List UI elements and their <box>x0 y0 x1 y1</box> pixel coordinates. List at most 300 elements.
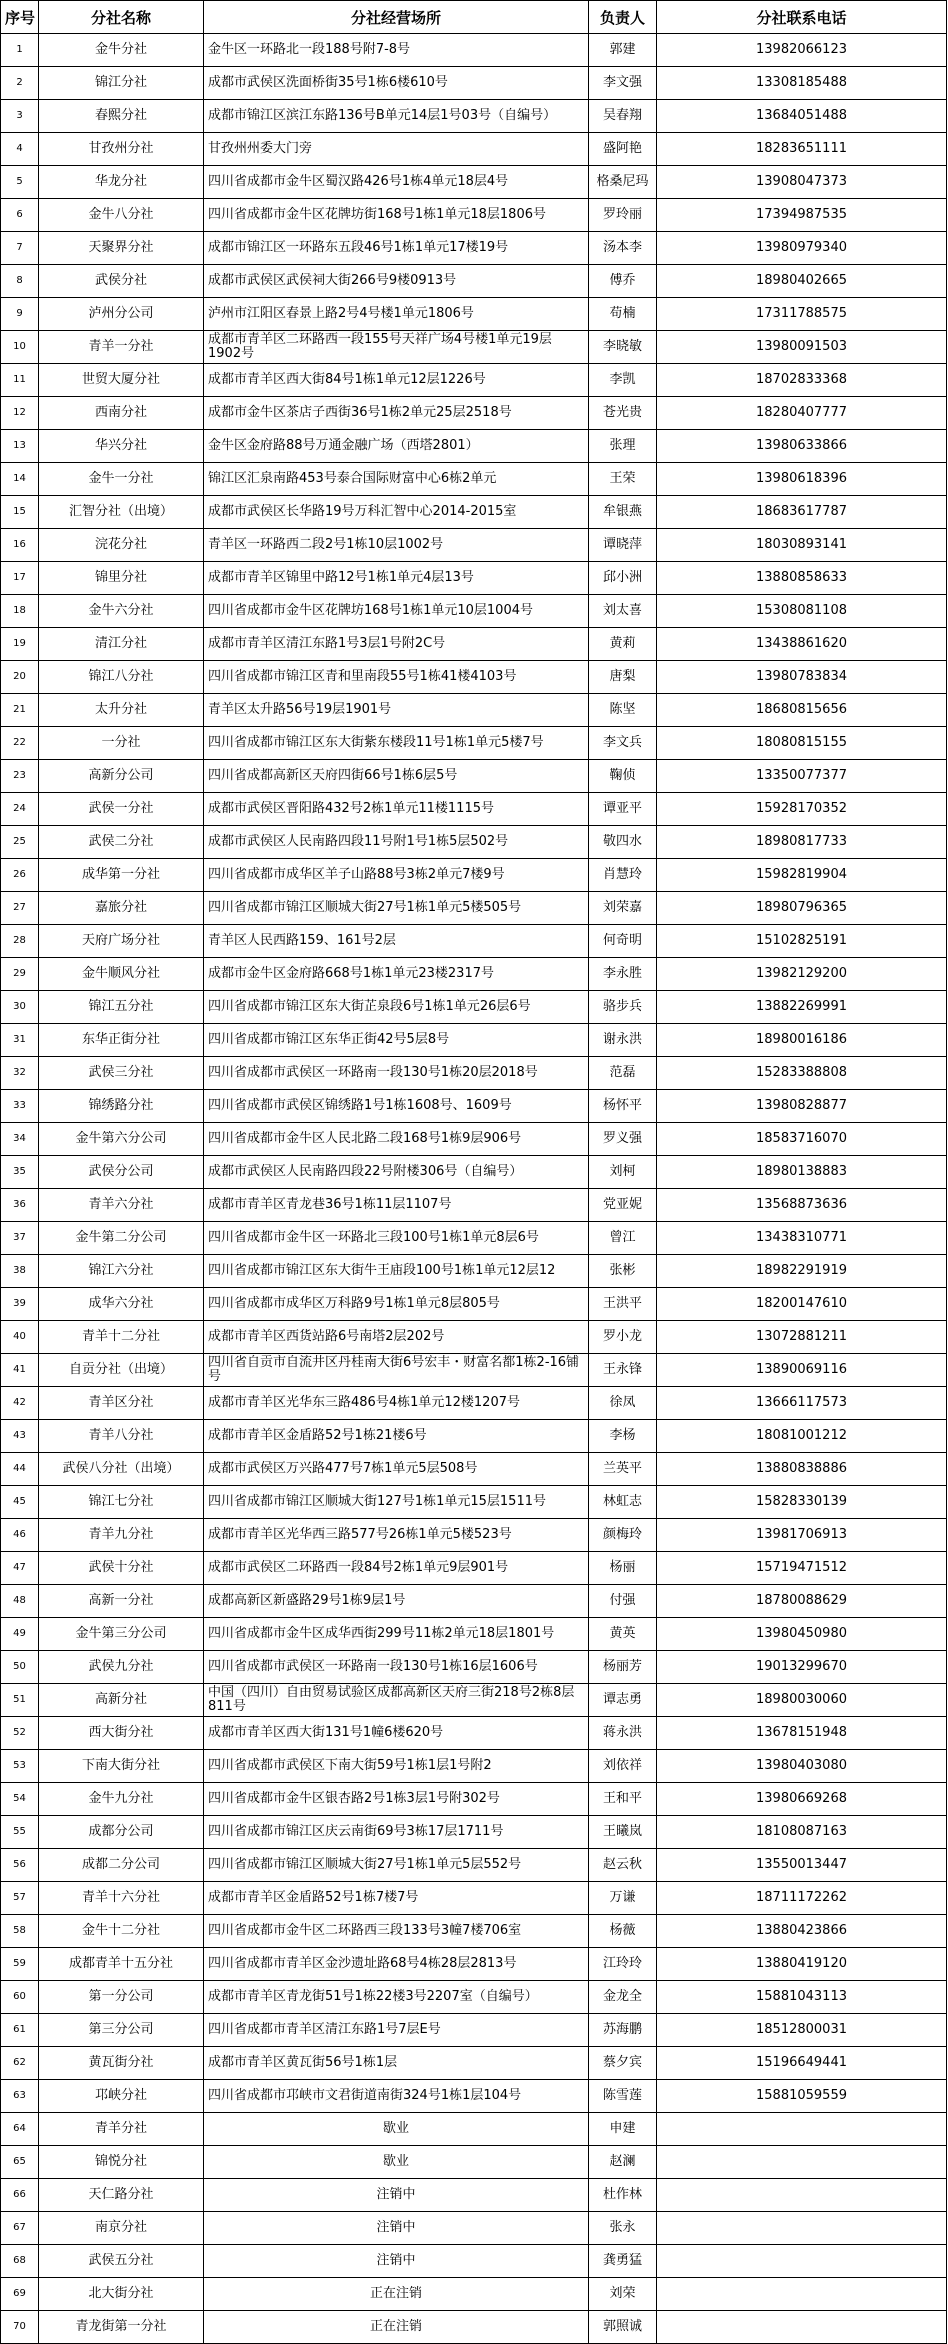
branch-manager: 盛阿艳 <box>589 133 657 166</box>
branch-name: 高新分公司 <box>39 760 204 793</box>
row-number: 21 <box>1 694 39 727</box>
branch-manager: 王和平 <box>589 1783 657 1816</box>
branch-name: 武侯三分社 <box>39 1057 204 1090</box>
branch-phone: 13980783834 <box>657 661 947 694</box>
branch-manager: 王永锋 <box>589 1354 657 1387</box>
table-row <box>1 2113 947 2146</box>
branch-address: 四川省成都市金牛区蜀汉路426号1栋4单元18层4号 <box>204 166 589 199</box>
branch-name: 天仁路分社 <box>39 2179 204 2212</box>
branch-manager: 刘依祥 <box>589 1750 657 1783</box>
branch-name: 金牛八分社 <box>39 199 204 232</box>
branch-phone: 18108087163 <box>657 1816 947 1849</box>
row-number: 14 <box>1 463 39 496</box>
table-row <box>1 2179 947 2212</box>
branch-address: 成都市青羊区金盾路52号1栋7楼7号 <box>204 1882 589 1915</box>
branch-manager: 蔡夕宾 <box>589 2047 657 2080</box>
branch-manager: 金龙全 <box>589 1981 657 2014</box>
branch-address: 四川省成都市武侯区锦绣路1号1栋1608号、1609号 <box>204 1090 589 1123</box>
branch-manager: 杨丽 <box>589 1552 657 1585</box>
branch-phone: 13568873636 <box>657 1189 947 1222</box>
table-row <box>1 1816 947 1849</box>
branch-manager: 罗玲丽 <box>589 199 657 232</box>
table-row <box>1 34 947 67</box>
row-number: 34 <box>1 1123 39 1156</box>
row-number: 5 <box>1 166 39 199</box>
branch-address: 四川省成都市成华区羊子山路88号3栋2单元7楼9号 <box>204 859 589 892</box>
branch-manager: 杨怀平 <box>589 1090 657 1123</box>
table-row <box>1 1618 947 1651</box>
branch-address: 四川省成都市锦江区东大街芷泉段6号1栋1单元26层6号 <box>204 991 589 1024</box>
table-row <box>1 529 947 562</box>
branch-name: 青羊十二分社 <box>39 1321 204 1354</box>
row-number: 51 <box>1 1684 39 1717</box>
branch-address: 四川省成都市武侯区下南大街59号1栋1层1号附2 <box>204 1750 589 1783</box>
branch-phone: 18980796365 <box>657 892 947 925</box>
table-row <box>1 1981 947 2014</box>
branch-phone: 15828330139 <box>657 1486 947 1519</box>
row-number: 56 <box>1 1849 39 1882</box>
branch-address: 四川省成都市青羊区金沙遗址路68号4栋28层2813号 <box>204 1948 589 1981</box>
branch-phone <box>657 2278 947 2311</box>
branch-name: 金牛第六分公司 <box>39 1123 204 1156</box>
row-number: 52 <box>1 1717 39 1750</box>
table-row <box>1 826 947 859</box>
branch-address: 四川省自贡市自流井区丹桂南大街6号宏丰・财富名都1栋2-16铺号 <box>204 1354 589 1387</box>
table-row <box>1 2245 947 2278</box>
branch-name: 清江分社 <box>39 628 204 661</box>
branch-phone: 13438861620 <box>657 628 947 661</box>
branch-phone: 18711172262 <box>657 1882 947 1915</box>
branch-name: 成都分公司 <box>39 1816 204 1849</box>
table-row <box>1 232 947 265</box>
branch-manager: 谭志勇 <box>589 1684 657 1717</box>
row-number: 31 <box>1 1024 39 1057</box>
branch-address: 金牛区金府路88号万通金融广场（西塔2801） <box>204 430 589 463</box>
branch-manager: 格桑尼玛 <box>589 166 657 199</box>
branch-manager: 李永胜 <box>589 958 657 991</box>
branch-phone: 15308081108 <box>657 595 947 628</box>
branch-name: 邛峡分社 <box>39 2080 204 2113</box>
row-number: 36 <box>1 1189 39 1222</box>
header-no: 序号 <box>1 1 39 34</box>
branch-phone: 13908047373 <box>657 166 947 199</box>
branch-phone: 18081001212 <box>657 1420 947 1453</box>
table-row <box>1 1090 947 1123</box>
branch-name: 锦里分社 <box>39 562 204 595</box>
row-number: 44 <box>1 1453 39 1486</box>
table-row <box>1 1486 947 1519</box>
branch-address: 四川省成都市金牛区二环路西三段133号3幢7楼706室 <box>204 1915 589 1948</box>
branch-name: 青羊八分社 <box>39 1420 204 1453</box>
branch-address: 四川省成都市金牛区花牌坊168号1栋1单元10层1004号 <box>204 595 589 628</box>
branch-address: 四川省成都市成华区万科路9号1栋1单元8层805号 <box>204 1288 589 1321</box>
branch-phone: 13980669268 <box>657 1783 947 1816</box>
row-number: 41 <box>1 1354 39 1387</box>
branch-manager: 王荣 <box>589 463 657 496</box>
branch-name: 一分社 <box>39 727 204 760</box>
branch-address: 成都市武侯区二环路西一段84号2栋1单元9层901号 <box>204 1552 589 1585</box>
table-row <box>1 2278 947 2311</box>
branch-address: 成都市青羊区二环路西一段155号天祥广场4号楼1单元19层1902号 <box>204 331 589 364</box>
row-number: 7 <box>1 232 39 265</box>
branch-name: 自贡分社（出境） <box>39 1354 204 1387</box>
row-number: 26 <box>1 859 39 892</box>
branch-manager: 张永 <box>589 2212 657 2245</box>
row-number: 6 <box>1 199 39 232</box>
table-row <box>1 727 947 760</box>
branch-address: 四川省成都高新区天府四街66号1栋6层5号 <box>204 760 589 793</box>
branch-manager: 郭照诚 <box>589 2311 657 2344</box>
table-body <box>1 34 947 2344</box>
branch-manager: 王曦岚 <box>589 1816 657 1849</box>
branch-name: 锦江五分社 <box>39 991 204 1024</box>
branch-name: 武侯分社 <box>39 265 204 298</box>
table-row <box>1 397 947 430</box>
table-row <box>1 859 947 892</box>
branch-manager: 苟楠 <box>589 298 657 331</box>
row-number: 64 <box>1 2113 39 2146</box>
row-number: 22 <box>1 727 39 760</box>
row-number: 15 <box>1 496 39 529</box>
table-row <box>1 2047 947 2080</box>
branch-manager: 杜作林 <box>589 2179 657 2212</box>
row-number: 29 <box>1 958 39 991</box>
branch-manager: 骆步兵 <box>589 991 657 1024</box>
branch-address: 四川省成都市锦江区东大街紫东楼段11号1栋1单元5楼7号 <box>204 727 589 760</box>
branch-name: 青羊六分社 <box>39 1189 204 1222</box>
branch-phone: 15881043113 <box>657 1981 947 2014</box>
table-row <box>1 265 947 298</box>
branch-name: 天聚界分社 <box>39 232 204 265</box>
branch-phone: 13980633866 <box>657 430 947 463</box>
branch-name: 武侯九分社 <box>39 1651 204 1684</box>
row-number: 60 <box>1 1981 39 2014</box>
branch-manager: 郭建 <box>589 34 657 67</box>
branch-name: 青龙街第一分社 <box>39 2311 204 2344</box>
branch-phone: 13308185488 <box>657 67 947 100</box>
branch-address: 四川省成都市锦江区顺城大街27号1栋1单元5楼505号 <box>204 892 589 925</box>
row-number: 28 <box>1 925 39 958</box>
branch-name: 金牛十二分社 <box>39 1915 204 1948</box>
branch-manager: 鞠侦 <box>589 760 657 793</box>
branch-phone: 15196649441 <box>657 2047 947 2080</box>
branch-phone <box>657 2311 947 2344</box>
table-row <box>1 793 947 826</box>
row-number: 23 <box>1 760 39 793</box>
row-number: 66 <box>1 2179 39 2212</box>
table-row <box>1 958 947 991</box>
table-row <box>1 1156 947 1189</box>
branch-name: 武侯八分社（出境） <box>39 1453 204 1486</box>
branch-phone: 18982291919 <box>657 1255 947 1288</box>
branch-address: 四川省成都市锦江区顺城大街127号1栋1单元15层1511号 <box>204 1486 589 1519</box>
table-row <box>1 430 947 463</box>
branch-manager: 谭亚平 <box>589 793 657 826</box>
branch-name: 金牛六分社 <box>39 595 204 628</box>
branch-phone: 13880858633 <box>657 562 947 595</box>
branch-address: 正在注销 <box>204 2278 589 2311</box>
branch-phone: 18200147610 <box>657 1288 947 1321</box>
row-number: 57 <box>1 1882 39 1915</box>
branch-phone: 18680815656 <box>657 694 947 727</box>
row-number: 70 <box>1 2311 39 2344</box>
branch-address: 甘孜州州委大门旁 <box>204 133 589 166</box>
branch-name: 春熙分社 <box>39 100 204 133</box>
branch-name: 太升分社 <box>39 694 204 727</box>
branch-address: 四川省成都市青羊区清江东路1号7层E号 <box>204 2014 589 2047</box>
branch-phone: 13980979340 <box>657 232 947 265</box>
branch-address: 歇业 <box>204 2146 589 2179</box>
branch-phone: 13980403080 <box>657 1750 947 1783</box>
branch-phone: 13980091503 <box>657 331 947 364</box>
row-number: 55 <box>1 1816 39 1849</box>
branch-manager: 肖慧玲 <box>589 859 657 892</box>
branch-name: 华龙分社 <box>39 166 204 199</box>
row-number: 2 <box>1 67 39 100</box>
branch-address: 成都市金牛区茶店子西街36号1栋2单元25层2518号 <box>204 397 589 430</box>
branch-phone: 13880423866 <box>657 1915 947 1948</box>
branch-phone: 13678151948 <box>657 1717 947 1750</box>
branch-name: 锦江七分社 <box>39 1486 204 1519</box>
row-number: 16 <box>1 529 39 562</box>
table-row <box>1 595 947 628</box>
branch-phone: 18980138883 <box>657 1156 947 1189</box>
branch-name: 高新分社 <box>39 1684 204 1717</box>
branch-manager: 李文强 <box>589 67 657 100</box>
branch-address: 成都市青羊区黄瓦街56号1栋1层 <box>204 2047 589 2080</box>
branch-address: 成都市青羊区西货站路6号南塔2层202号 <box>204 1321 589 1354</box>
table-row <box>1 1189 947 1222</box>
branch-phone: 19013299670 <box>657 1651 947 1684</box>
branch-manager: 陈雪莲 <box>589 2080 657 2113</box>
branch-name: 高新一分社 <box>39 1585 204 1618</box>
branch-name: 第一分公司 <box>39 1981 204 2014</box>
row-number: 63 <box>1 2080 39 2113</box>
branch-phone: 13072881211 <box>657 1321 947 1354</box>
table-row <box>1 892 947 925</box>
branch-phone <box>657 2113 947 2146</box>
branch-phone: 18280407777 <box>657 397 947 430</box>
branch-name: 金牛顺风分社 <box>39 958 204 991</box>
branch-phone: 18702833368 <box>657 364 947 397</box>
branch-address: 锦江区汇泉南路453号泰合国际财富中心6栋2单元 <box>204 463 589 496</box>
table-row <box>1 1684 947 1717</box>
header-person: 负责人 <box>589 1 657 34</box>
row-number: 3 <box>1 100 39 133</box>
branch-phone: 13550013447 <box>657 1849 947 1882</box>
row-number: 58 <box>1 1915 39 1948</box>
branch-address: 成都市青羊区西大街131号1幢6楼620号 <box>204 1717 589 1750</box>
branch-phone: 18780088629 <box>657 1585 947 1618</box>
branch-name: 青羊分社 <box>39 2113 204 2146</box>
row-number: 4 <box>1 133 39 166</box>
branch-address: 成都市青羊区青龙巷36号1栋11层1107号 <box>204 1189 589 1222</box>
table-row <box>1 1420 947 1453</box>
branch-name: 武侯一分社 <box>39 793 204 826</box>
table-row <box>1 463 947 496</box>
branch-phone: 18583716070 <box>657 1123 947 1156</box>
branch-phone <box>657 2245 947 2278</box>
branch-phone <box>657 2212 947 2245</box>
table-row <box>1 199 947 232</box>
branch-manager: 付强 <box>589 1585 657 1618</box>
branch-manager: 党亚妮 <box>589 1189 657 1222</box>
branch-phone: 13438310771 <box>657 1222 947 1255</box>
branch-address: 成都市金牛区金府路668号1栋1单元23楼2317号 <box>204 958 589 991</box>
row-number: 65 <box>1 2146 39 2179</box>
table-row <box>1 991 947 1024</box>
table-row <box>1 331 947 364</box>
branch-address: 四川省成都市金牛区花牌坊街168号1栋1单元18层1806号 <box>204 199 589 232</box>
branch-phone: 13981706913 <box>657 1519 947 1552</box>
branch-address: 青羊区太升路56号19层1901号 <box>204 694 589 727</box>
row-number: 39 <box>1 1288 39 1321</box>
branch-manager: 黄莉 <box>589 628 657 661</box>
branch-manager: 谢永洪 <box>589 1024 657 1057</box>
branch-phone: 13666117573 <box>657 1387 947 1420</box>
branch-address: 注销中 <box>204 2212 589 2245</box>
branch-manager: 江玲玲 <box>589 1948 657 1981</box>
table-row <box>1 2014 947 2047</box>
row-number: 1 <box>1 34 39 67</box>
row-number: 8 <box>1 265 39 298</box>
branch-name: 西南分社 <box>39 397 204 430</box>
branch-address: 四川省成都市锦江区青和里南段55号1栋41楼4103号 <box>204 661 589 694</box>
branch-name: 金牛第三分公司 <box>39 1618 204 1651</box>
table-row <box>1 1552 947 1585</box>
branch-name: 武侯十分社 <box>39 1552 204 1585</box>
branch-phone: 18512800031 <box>657 2014 947 2047</box>
table-row <box>1 496 947 529</box>
branch-manager: 刘太喜 <box>589 595 657 628</box>
table-row <box>1 1387 947 1420</box>
row-number: 13 <box>1 430 39 463</box>
branch-name: 成华第一分社 <box>39 859 204 892</box>
row-number: 59 <box>1 1948 39 1981</box>
branch-manager: 颜梅玲 <box>589 1519 657 1552</box>
branch-name: 成都二分公司 <box>39 1849 204 1882</box>
branch-phone: 13980828877 <box>657 1090 947 1123</box>
branch-manager: 刘柯 <box>589 1156 657 1189</box>
branch-manager: 范磊 <box>589 1057 657 1090</box>
row-number: 24 <box>1 793 39 826</box>
branch-manager: 罗义强 <box>589 1123 657 1156</box>
branch-address: 四川省成都市锦江区庆云南街69号3栋17层1711号 <box>204 1816 589 1849</box>
branch-address: 成都市青羊区光华东三路486号4栋1单元12楼1207号 <box>204 1387 589 1420</box>
row-number: 30 <box>1 991 39 1024</box>
branch-phone: 13980450980 <box>657 1618 947 1651</box>
branch-address: 中国（四川）自由贸易试验区成都高新区天府三街218号2栋8层811号 <box>204 1684 589 1717</box>
branch-manager: 罗小龙 <box>589 1321 657 1354</box>
table-row <box>1 1024 947 1057</box>
row-number: 45 <box>1 1486 39 1519</box>
branch-manager: 刘荣 <box>589 2278 657 2311</box>
branch-manager: 林虹志 <box>589 1486 657 1519</box>
row-number: 19 <box>1 628 39 661</box>
branch-address: 四川省成都市金牛区一环路北三段100号1栋1单元8层6号 <box>204 1222 589 1255</box>
row-number: 47 <box>1 1552 39 1585</box>
branch-name: 金牛第二分公司 <box>39 1222 204 1255</box>
branch-address: 四川省成都市武侯区一环路南一段130号1栋16层1606号 <box>204 1651 589 1684</box>
branch-name: 锦江六分社 <box>39 1255 204 1288</box>
branch-manager: 杨薇 <box>589 1915 657 1948</box>
header-name: 分社名称 <box>39 1 204 34</box>
branch-manager: 王洪平 <box>589 1288 657 1321</box>
branch-manager: 唐梨 <box>589 661 657 694</box>
table-row <box>1 1123 947 1156</box>
branch-phone: 18080815155 <box>657 727 947 760</box>
branch-name: 嘉旅分社 <box>39 892 204 925</box>
table-row <box>1 1255 947 1288</box>
row-number: 68 <box>1 2245 39 2278</box>
branch-manager: 龚勇猛 <box>589 2245 657 2278</box>
branch-manager: 谭晓萍 <box>589 529 657 562</box>
table-row <box>1 925 947 958</box>
table-row <box>1 1915 947 1948</box>
row-number: 48 <box>1 1585 39 1618</box>
branch-address: 四川省成都市金牛区人民北路二段168号1栋9层906号 <box>204 1123 589 1156</box>
branch-address: 成都市青羊区锦里中路12号1栋1单元4层13号 <box>204 562 589 595</box>
row-number: 20 <box>1 661 39 694</box>
branch-address: 青羊区人民西路159、161号2层 <box>204 925 589 958</box>
header-address: 分社经营场所 <box>204 1 589 34</box>
branch-name: 华兴分社 <box>39 430 204 463</box>
row-number: 53 <box>1 1750 39 1783</box>
branch-address: 四川省成都市锦江区顺城大街27号1栋1单元5层552号 <box>204 1849 589 1882</box>
table-row <box>1 2212 947 2245</box>
table-row <box>1 628 947 661</box>
row-number: 9 <box>1 298 39 331</box>
branch-phone: 13350077377 <box>657 760 947 793</box>
branch-name: 黄瓦街分社 <box>39 2047 204 2080</box>
branch-name: 青羊一分社 <box>39 331 204 364</box>
branch-address: 成都市锦江区一环路东五段46号1栋1单元17楼19号 <box>204 232 589 265</box>
branch-name: 武侯分公司 <box>39 1156 204 1189</box>
branch-phone: 15881059559 <box>657 2080 947 2113</box>
branch-phone: 13880838886 <box>657 1453 947 1486</box>
branch-phone: 15719471512 <box>657 1552 947 1585</box>
branch-address: 成都市武侯区晋阳路432号2栋1单元11楼1115号 <box>204 793 589 826</box>
branch-manager: 万谦 <box>589 1882 657 1915</box>
branch-address: 泸州市江阳区春景上路2号4号楼1单元1806号 <box>204 298 589 331</box>
table-row <box>1 1585 947 1618</box>
branch-name: 金牛九分社 <box>39 1783 204 1816</box>
branch-name: 甘孜州分社 <box>39 133 204 166</box>
table-row <box>1 1651 947 1684</box>
branch-name: 金牛一分社 <box>39 463 204 496</box>
branch-phone: 18980016186 <box>657 1024 947 1057</box>
branch-name: 成华六分社 <box>39 1288 204 1321</box>
branch-phone: 15102825191 <box>657 925 947 958</box>
branch-manager: 李凯 <box>589 364 657 397</box>
branch-address: 成都市武侯区长华路19号万科汇智中心2014-2015室 <box>204 496 589 529</box>
branch-name: 青羊十六分社 <box>39 1882 204 1915</box>
row-number: 42 <box>1 1387 39 1420</box>
branch-phone: 18980402665 <box>657 265 947 298</box>
branch-manager: 申建 <box>589 2113 657 2146</box>
branch-address: 成都市青羊区清江东路1号3层1号附2C号 <box>204 628 589 661</box>
branch-name: 锦江分社 <box>39 67 204 100</box>
row-number: 54 <box>1 1783 39 1816</box>
branch-name: 浣花分社 <box>39 529 204 562</box>
table-row <box>1 1717 947 1750</box>
branch-phone: 15928170352 <box>657 793 947 826</box>
branch-phone: 17311788575 <box>657 298 947 331</box>
branch-phone: 13684051488 <box>657 100 947 133</box>
row-number: 67 <box>1 2212 39 2245</box>
table-row <box>1 1519 947 1552</box>
branch-address: 成都市青羊区金盾路52号1栋21楼6号 <box>204 1420 589 1453</box>
